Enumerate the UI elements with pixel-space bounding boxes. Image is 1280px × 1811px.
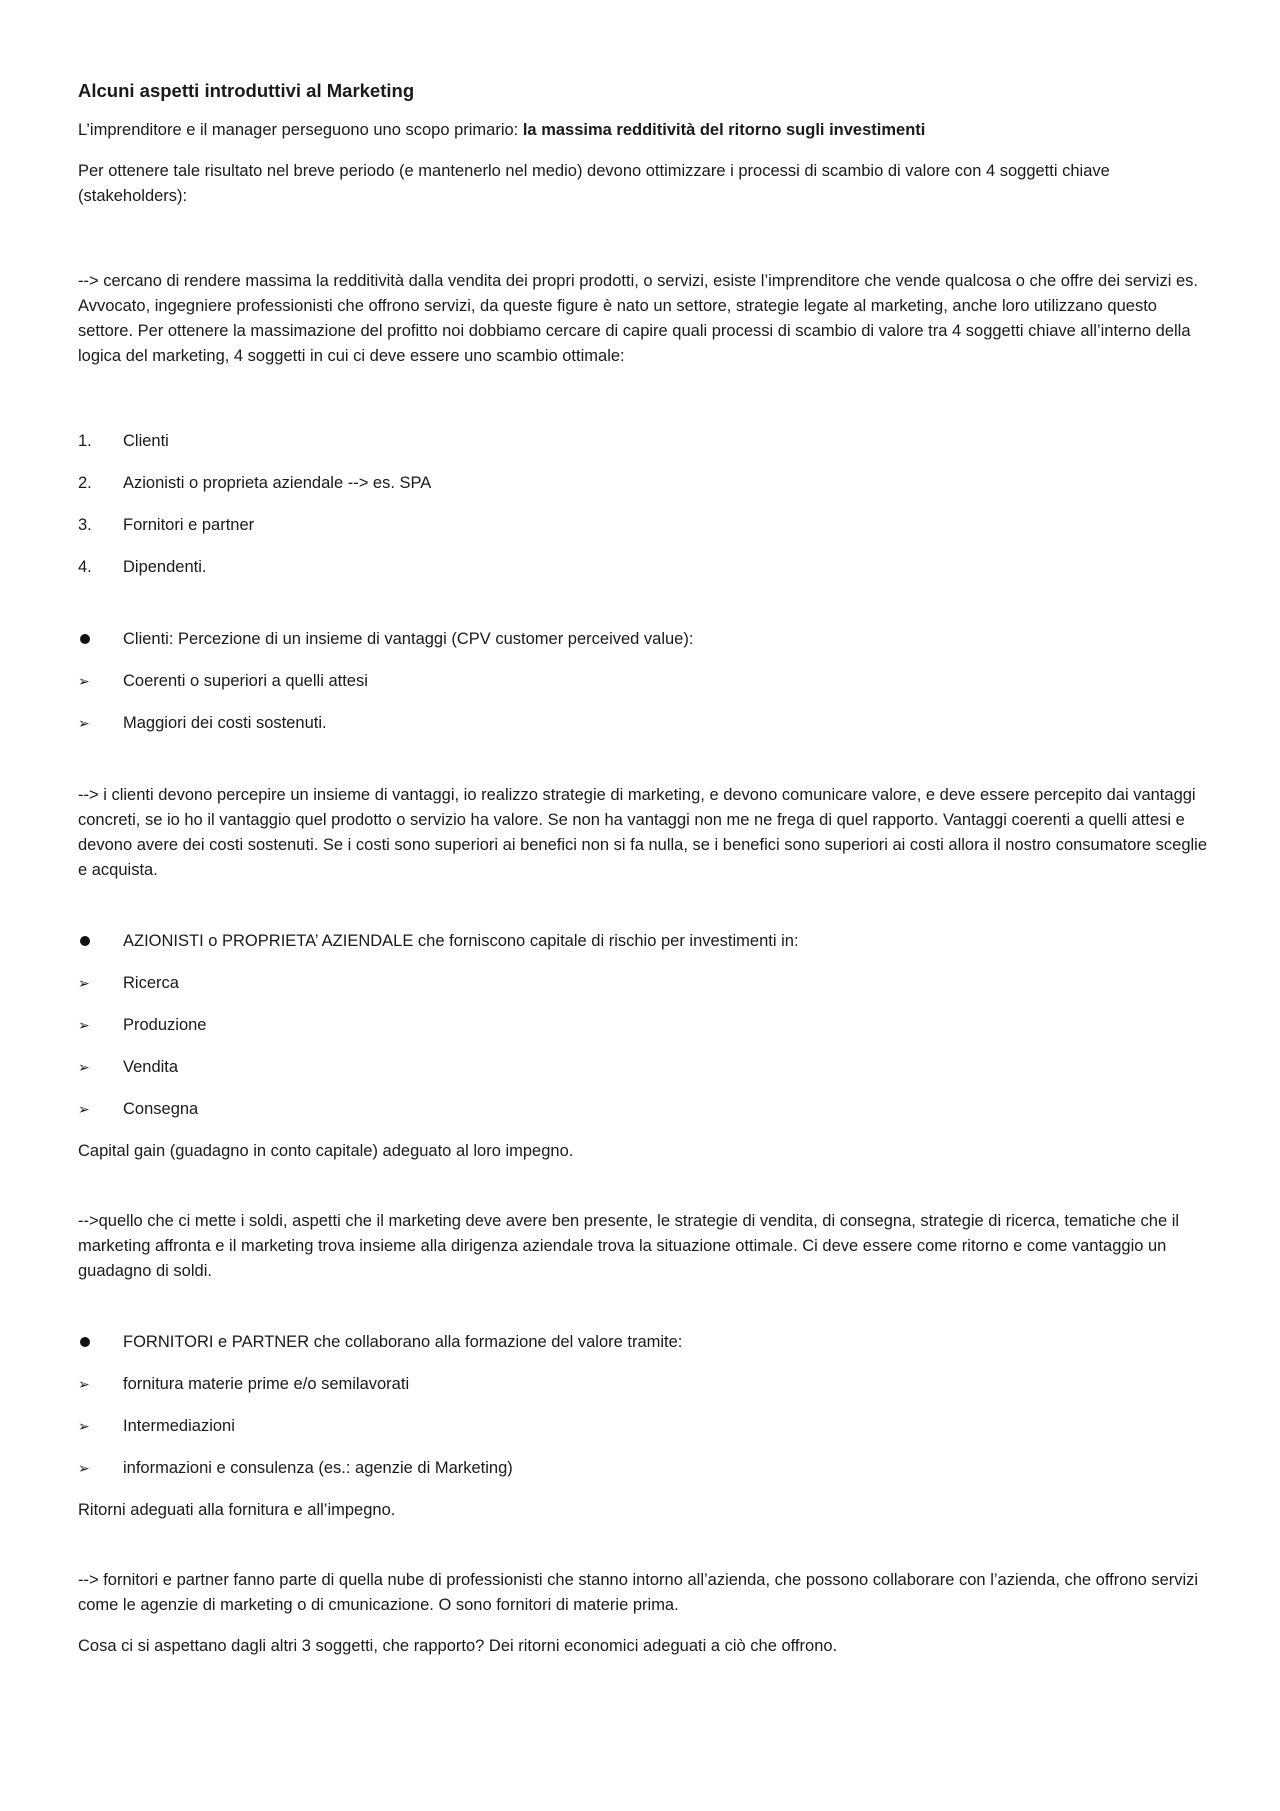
list-number: 2.: [78, 474, 92, 492]
bullet-item: [78, 627, 1210, 652]
azionisti-after: Capital gain (guadagno in conto capitale) adeguato al loro impegno.: [78, 1142, 574, 1160]
stakeholder-numbered-list: [78, 429, 1210, 580]
list-item: [78, 471, 1210, 496]
arrow-item: [78, 1055, 1210, 1080]
bullet-icon: [78, 929, 108, 954]
list-item-text: Azionisti o proprieta aziendale --> es. SPA: [123, 474, 432, 492]
arrow-item-text: Intermediazioni: [123, 1417, 235, 1435]
objective-paragraph: Per ottenere tale risultato nel breve periodo (e mantenerlo nel medio) devono ottimizzare i processi di scambio di valore con 4 soggetti chiave (stakeholders):: [78, 162, 1110, 205]
arrow-item: [78, 669, 1210, 694]
fornitori-after: Ritorni adeguati alla fornitura e all’impegno.: [78, 1501, 396, 1519]
arrow-item: [78, 1097, 1210, 1122]
arrow-bullet-icon: ➢: [78, 1376, 90, 1392]
arrow-item: [78, 1456, 1210, 1481]
bullet-text: Clienti: Percezione di un insieme di vantaggi (CPV customer perceived value):: [123, 630, 694, 648]
spacer: [78, 1179, 1210, 1209]
clienti-note: --> i clienti devono percepire un insieme di vantaggi, io realizzo strategie di marketing, e devono comunicare valore, e deve essere percepito dai vantaggi concreti, se io ho il vantaggio quel prodotto o servizio ha valore. Se non ha vantaggi non me ne frega di quel rapporto. Vantaggi coerenti a quelli attesi e devono avere dei costi sostenuti. Se i costi sono superiori ai benefici non si fa nulla, se i benefici sono superiori ai costi allora il nostro consumatore sceglie e acquista.: [78, 786, 1208, 879]
spacer: [78, 1538, 1210, 1568]
arrow-item-text: Coerenti o superiori a quelli attesi: [123, 672, 368, 690]
closing-question: Cosa ci si aspettano dagli altri 3 soggetti, che rapporto? Dei ritorni economici adeguati a ciò che offrono.: [78, 1637, 838, 1655]
fornitori-list: [78, 1330, 1210, 1481]
list-item: [78, 429, 1210, 454]
list-number: 1.: [78, 432, 92, 450]
intro-bold-text: la massima redditività del ritorno sugli investimenti: [522, 121, 926, 139]
spacer: [78, 385, 1210, 429]
arrow-item-text: Maggiori dei costi sostenuti.: [123, 714, 327, 732]
azionisti-note: -->quello che ci mette i soldi, aspetti che il marketing deve avere ben presente, le strategie di vendita, di consegna, strategie di ricerca, tematiche che il marketing affronta e il marketing trova insieme alla dirigenza aziendale trova la situazione ottimale. Ci deve essere come ritorno e come vantaggio un guadagno di soldi.: [78, 1212, 1180, 1280]
list-item-text: Fornitori e partner: [123, 516, 255, 534]
arrow-item: [78, 971, 1210, 996]
intro-paragraph: [78, 118, 1210, 143]
arrow-bullet-icon: ➢: [78, 1059, 90, 1075]
spacer: [78, 753, 1210, 783]
document-body: [78, 78, 1210, 1675]
bullet-text: FORNITORI e PARTNER che collaborano alla formazione del valore tramite:: [123, 1333, 683, 1351]
arrow-item: [78, 1013, 1210, 1038]
redditivita-paragraph: --> cercano di rendere massima la redditività dalla vendita dei propri prodotti, o servizi, esiste l’imprenditore che vende qualcosa o che offre dei servizi es. Avvocato, ingegniere professionisti che offrono servizi, da queste figure è nato un settore, strategie legate al marketing, anche loro utilizzano questo settore. Per ottenere la massimazione del profitto noi dobbiamo cercare di capire quali processi di scambio di valore tra 4 soggetti chiave all’interno della logica del marketing, 4 soggetti in cui ci deve essere uno scambio ottimale:: [78, 272, 1198, 365]
bullet-icon: [78, 627, 108, 652]
arrow-item-text: Consegna: [123, 1100, 199, 1118]
spacer: [78, 597, 1210, 627]
bullet-icon: [78, 1330, 108, 1355]
arrow-bullet-icon: ➢: [78, 975, 90, 991]
page-title: Alcuni aspetti introduttivi al Marketing: [78, 80, 415, 101]
bullet-text: AZIONISTI o PROPRIETA’ AZIENDALE che forniscono capitale di rischio per investimenti in:: [123, 932, 799, 950]
spacer: [78, 899, 1210, 929]
arrow-item-text: informazioni e consulenza (es.: agenzie di Marketing): [123, 1459, 513, 1477]
list-item: [78, 513, 1210, 538]
list-number: 4.: [78, 558, 92, 576]
spacer: [78, 1300, 1210, 1330]
list-number: 3.: [78, 516, 92, 534]
list-item-text: Clienti: [123, 432, 169, 450]
fornitori-note: --> fornitori e partner fanno parte di quella nube di professionisti che stanno intorno all’azienda, che possono collaborare con l’azienda, che offrono servizi come le agenzie di marketing o di cmunicazione. O sono fornitori di materie prima.: [78, 1571, 1199, 1614]
arrow-item: [78, 711, 1210, 736]
arrow-item: [78, 1372, 1210, 1397]
arrow-bullet-icon: ➢: [78, 1418, 90, 1434]
list-item-text: Dipendenti.: [123, 558, 207, 576]
bullet-item: [78, 929, 1210, 954]
arrow-item-text: Vendita: [123, 1058, 179, 1076]
arrow-bullet-icon: ➢: [78, 1460, 90, 1476]
bullet-item: [78, 1330, 1210, 1355]
azionisti-list: [78, 929, 1210, 1122]
arrow-bullet-icon: ➢: [78, 673, 90, 689]
arrow-bullet-icon: ➢: [78, 1017, 90, 1033]
clienti-list: [78, 627, 1210, 736]
arrow-item: [78, 1414, 1210, 1439]
intro-text: L’imprenditore e il manager perseguono uno scopo primario:: [78, 121, 523, 139]
spacer: [78, 225, 1210, 269]
list-item: [78, 555, 1210, 580]
arrow-bullet-icon: ➢: [78, 715, 90, 731]
arrow-item-text: fornitura materie prime e/o semilavorati: [123, 1375, 410, 1393]
arrow-item-text: Ricerca: [123, 974, 179, 992]
arrow-item-text: Produzione: [123, 1016, 207, 1034]
arrow-bullet-icon: ➢: [78, 1101, 90, 1117]
